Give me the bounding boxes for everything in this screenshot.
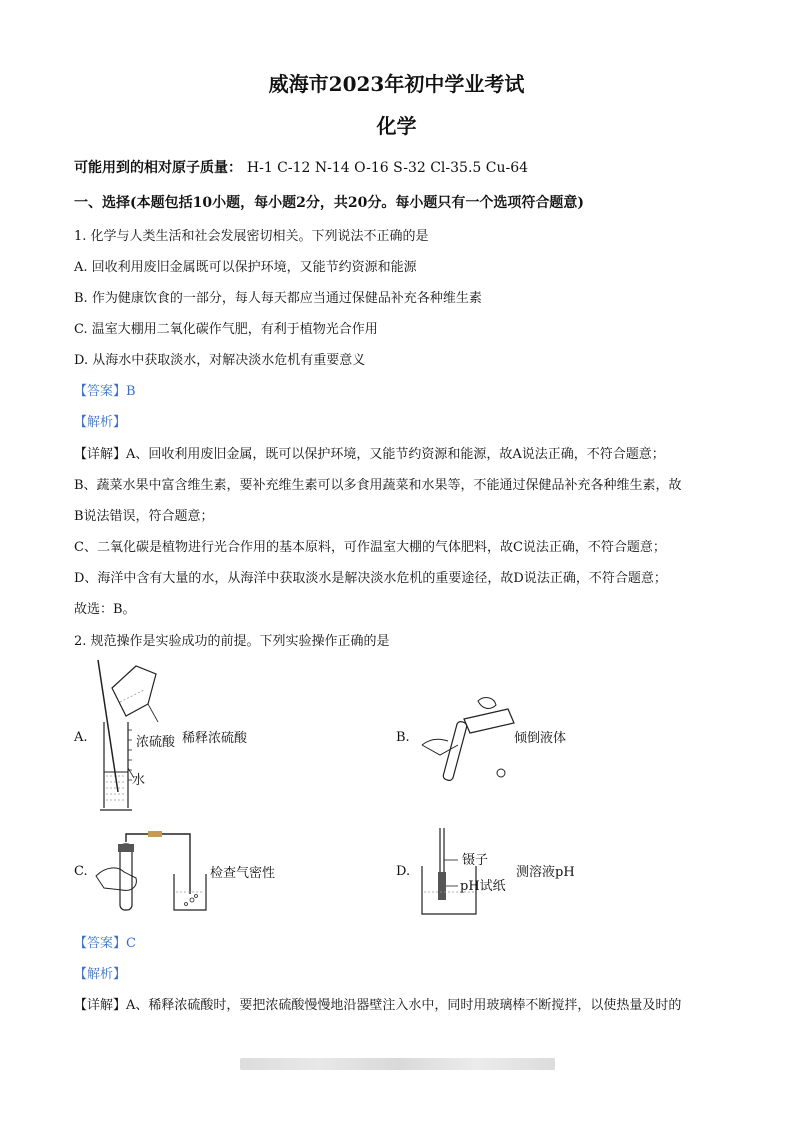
q1-option-d: D. 从海水中获取淡水，对解决淡水危机有重要意义 [74,353,366,368]
q2-answer: 【答案】C [74,936,136,951]
label-water: 水 [132,773,146,788]
section-heading: 一、选择(本题包括10小题，每小题2分，共20分。每小题只有一个选项符合题意) [74,195,584,211]
ph-test-diagram [418,826,618,918]
label-tweezers: 镊子 [462,853,489,868]
footer-watermark [240,1058,555,1070]
exam-title: 威海市2023年初中学业考试 [268,72,525,96]
dilute-acid-diagram [90,660,260,820]
q1-detail-line: 【详解】A、回收利用废旧金属，既可以保护环境，又能节约资源和能源，故A说法正确，不符合题意； [74,447,665,462]
q2-option-c-letter: C. [74,864,88,879]
q1-option-a: A. 回收利用废旧金属既可以保护环境，又能节约资源和能源 [74,260,417,275]
q2-option-b-letter: B. [396,730,410,745]
atomic-mass-label: 可能用到的相对原子质量： [74,160,242,176]
q2-option-a-letter: A. [74,730,88,745]
q1-detail-line: B、蔬菜水果中富含维生素，要补充维生素可以多食用蔬菜和水果等，不能通过保健品补充各种维生素，故 [74,478,682,493]
q1-option-b: B. 作为健康饮食的一部分，每人每天都应当通过保健品补充各种维生素 [74,291,482,306]
q1-stem: 1. 化学与人类生活和社会发展密切相关。下列说法不正确的是 [74,229,429,244]
atomic-mass-line [74,157,528,177]
q1-detail-line: 故选：B。 [74,602,136,617]
airtight-check-diagram [92,830,292,920]
q2-stem: 2. 规范操作是实验成功的前提。下列实验操作正确的是 [74,634,390,649]
q1-detail-line: D、海洋中含有大量的水，从海洋中获取淡水是解决淡水危机的重要途径，故D说法正确，不符合题意； [74,571,667,586]
label-airtightness: 检查气密性 [210,866,276,881]
q1-analysis: 【解析】 [74,415,127,430]
q1-answer: 【答案】B [74,384,136,399]
subject-title: 化学 [376,114,417,138]
q2-detail-line: 【详解】A、稀释浓硫酸时，要把浓硫酸慢慢地沿器壁注入水中，同时用玻璃棒不断搅拌，以使热量及时的 [74,998,682,1013]
q1-option-c: C. 温室大棚用二氧化碳作气肥，有利于植物光合作用 [74,322,378,337]
q2-option-d-letter: D. [396,864,411,879]
q1-detail-line: C、二氧化碳是植物进行光合作用的基本原料，可作温室大棚的气体肥料，故C说法正确，不符合题意； [74,540,666,555]
atomic-mass-values: H-1 C-12 N-14 O-16 S-32 Cl-35.5 Cu-64 [246,160,529,176]
q2-analysis: 【解析】 [74,967,127,982]
label-ph-paper: pH试纸 [460,879,506,894]
pour-liquid-diagram [418,695,618,785]
q1-detail-line: B说法错误，符合题意； [74,509,214,524]
label-measure-ph: 测溶液pH [516,865,575,880]
label-pour-liquid: 倾倒液体 [514,731,567,746]
label-concentrated-acid: 浓硫酸 [136,735,176,750]
label-dilute-acid: 稀释浓硫酸 [182,731,248,746]
